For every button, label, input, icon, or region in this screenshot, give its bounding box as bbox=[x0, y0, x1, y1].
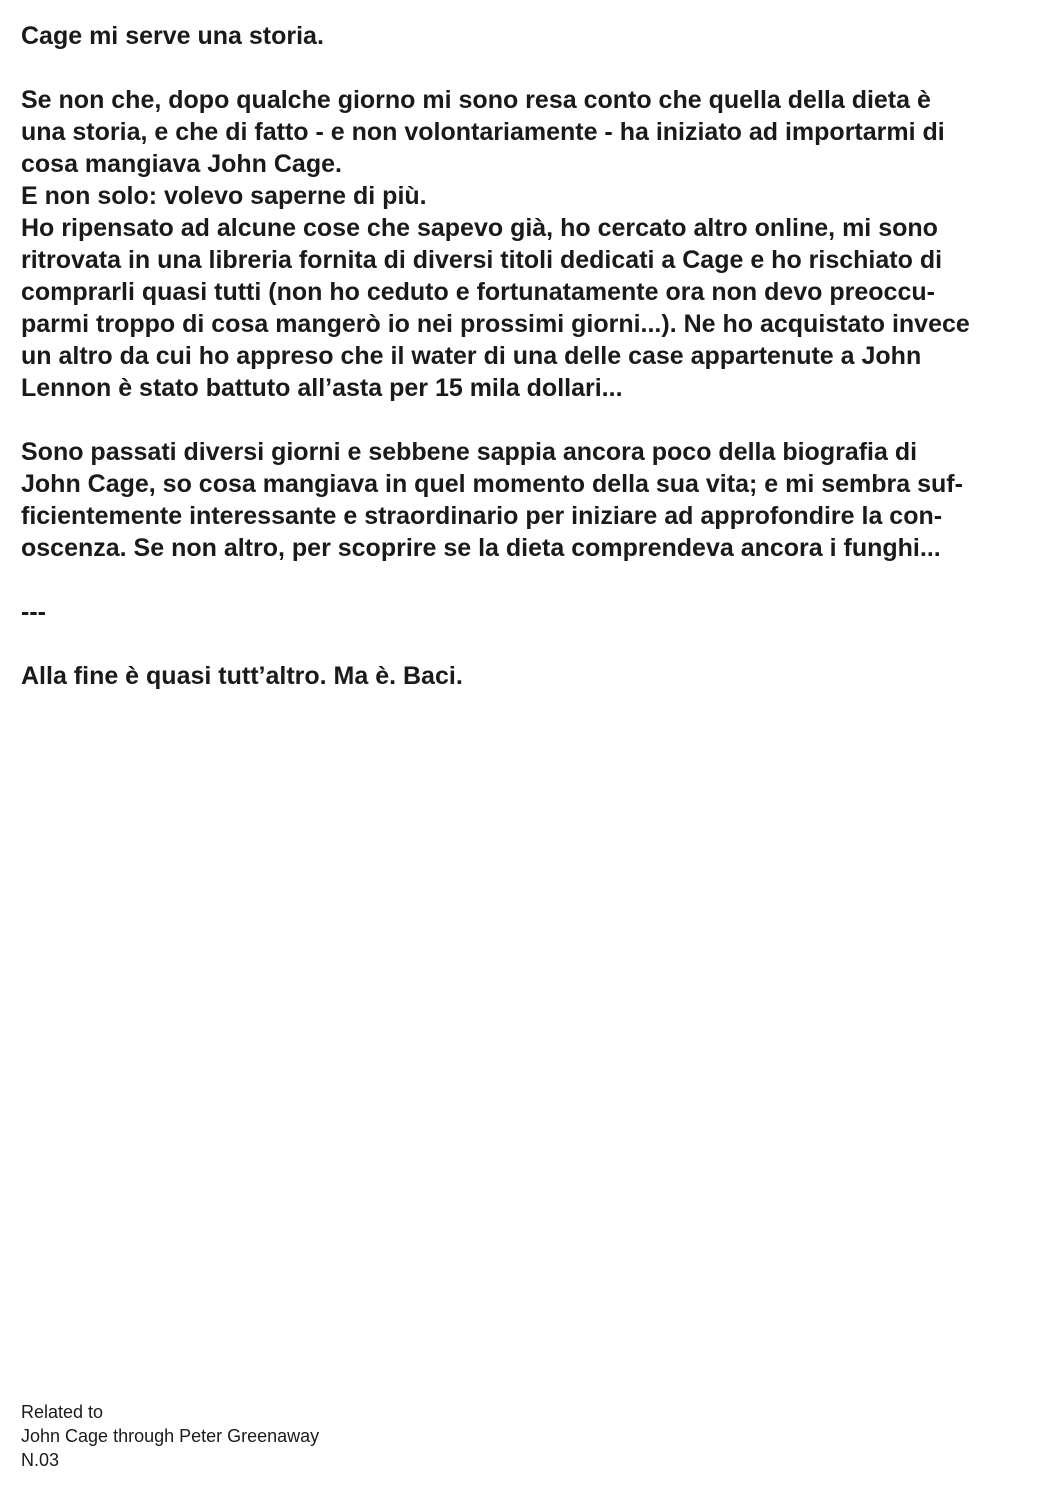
text-line: Lennon è stato battuto all’asta per 15 mila dollari... bbox=[21, 374, 623, 402]
related-label: Related to bbox=[21, 1402, 104, 1422]
text-line: cosa mangiava John Cage. bbox=[21, 150, 342, 178]
closing-line: Alla fine è quasi tutt’altro. Ma è. Baci. bbox=[21, 662, 463, 690]
text-line: un altro da cui ho appreso che il water di una delle case appartenute a John bbox=[21, 342, 922, 370]
text-line: John Cage, so cosa mangiava in quel momento della sua vita; e mi sembra suf- bbox=[21, 470, 963, 498]
text-line: una storia, e che di fatto - e non volontariamente - ha iniziato ad importarmi di bbox=[21, 118, 945, 146]
separator-dashes: --- bbox=[21, 598, 46, 626]
text-line: ficientemente interessante e straordinario per iniziare ad approfondire la con- bbox=[21, 502, 943, 530]
related-source: John Cage through Peter Greenaway bbox=[21, 1426, 320, 1446]
text-line: comprarli quasi tutti (non ho ceduto e fortunatamente ora non devo preoccu- bbox=[21, 278, 935, 306]
text-line: Ho ripensato ad alcune cose che sapevo già, ho cercato altro online, mi sono bbox=[21, 214, 938, 242]
blank-line bbox=[21, 564, 1051, 596]
text-line: Se non che, dopo qualche giorno mi sono resa conto che quella della dieta è bbox=[21, 86, 931, 114]
blank-line bbox=[21, 404, 1051, 436]
document-body bbox=[21, 20, 1051, 692]
blank-line bbox=[21, 52, 1051, 84]
issue-number: N.03 bbox=[21, 1450, 60, 1470]
text-line: oscenza. Se non altro, per scoprire se la dieta comprendeva ancora i funghi... bbox=[21, 534, 941, 562]
footer-credits bbox=[21, 1400, 319, 1472]
text-line: Sono passati diversi giorni e sebbene sappia ancora poco della biografia di bbox=[21, 438, 918, 466]
text-line: ritrovata in una libreria fornita di diversi titoli dedicati a Cage e ho rischiato di bbox=[21, 246, 943, 274]
text-line: E non solo: volevo saperne di più. bbox=[21, 182, 427, 210]
text-line: parmi troppo di cosa mangerò io nei prossimi giorni...). Ne ho acquistato invece bbox=[21, 310, 970, 338]
text-line: Cage mi serve una storia. bbox=[21, 22, 324, 50]
blank-line bbox=[21, 628, 1051, 660]
